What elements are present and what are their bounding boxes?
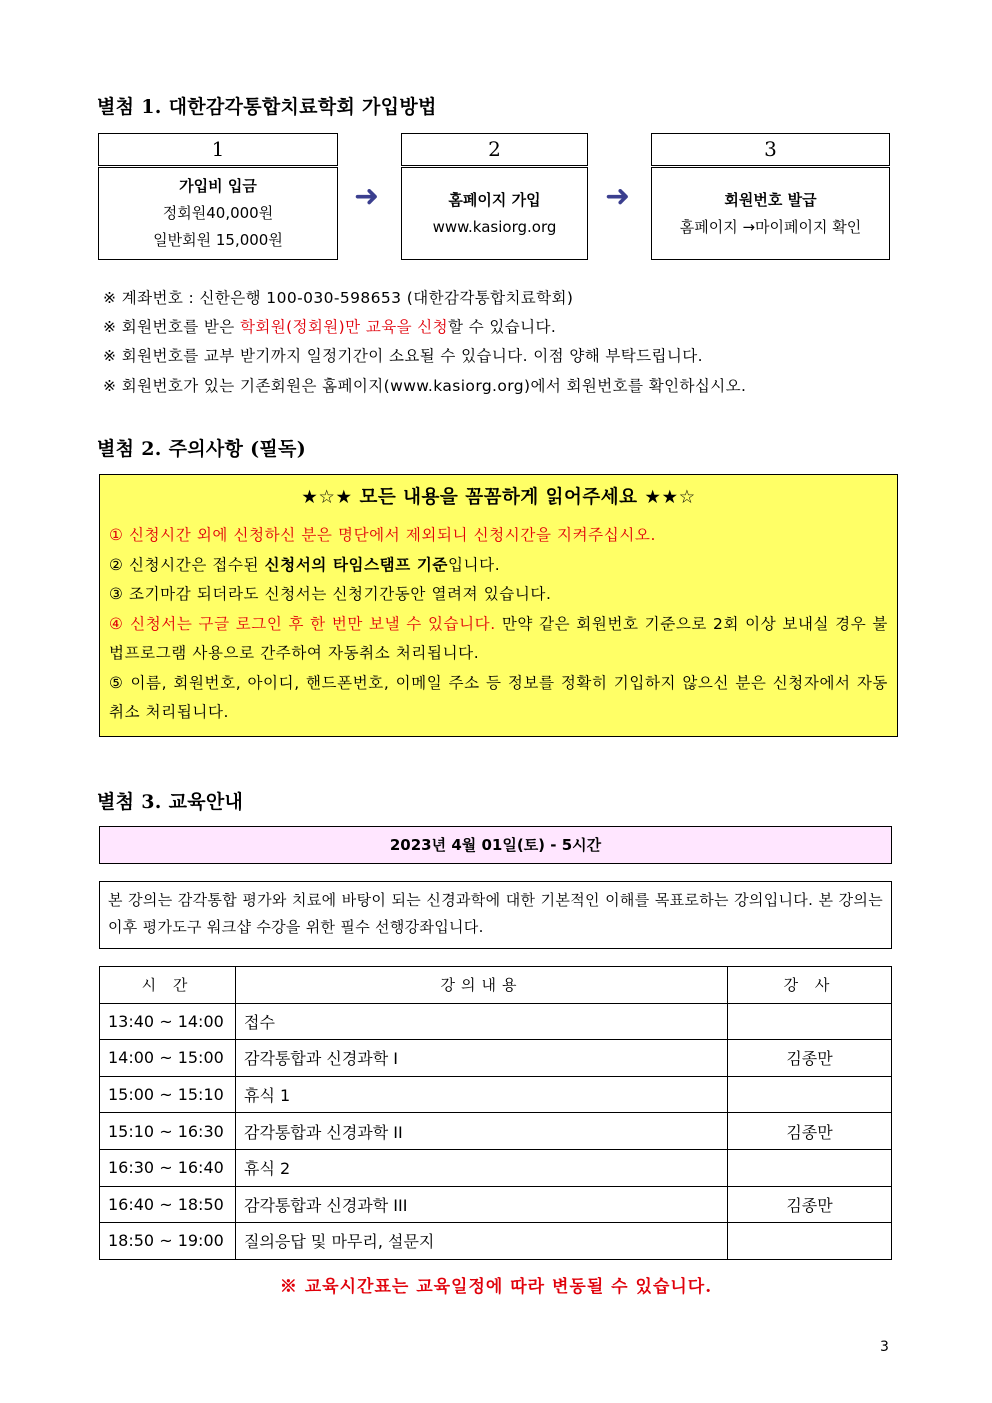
cell-instructor	[728, 1003, 892, 1040]
step1-title: 가입비 입금	[179, 177, 257, 195]
date-banner: 2023년 4월 01일(토) - 5시간	[99, 826, 892, 864]
cell-content: 감각통합과 신경과학 I	[236, 1040, 728, 1077]
arrow-right-icon: ➜	[354, 179, 380, 214]
note-account: ※ 계좌번호 : 신한은행 100-030-598653 (대한감각통합치료학회)	[103, 289, 574, 307]
section3-heading: 별첨 3. 교육안내	[97, 791, 244, 813]
step3-title: 회원번호 발급	[724, 190, 817, 209]
notice-text: ② 신청시간은 접수된	[109, 555, 265, 574]
cell-content: 감각통합과 신경과학 III	[236, 1186, 728, 1223]
notice-items	[109, 521, 888, 728]
table-row	[100, 1003, 892, 1040]
schedule-table	[99, 966, 892, 1260]
notice-text: 만약 같은 회원번호 기준으로 2회 이상 보내실 경우 불법프로그램 사용으로 간주하여 자동취소 처리됩니다.	[109, 614, 888, 662]
table-row	[100, 1113, 892, 1150]
cell-instructor: 김종만	[728, 1040, 892, 1077]
table-row	[100, 1149, 892, 1186]
cell-content: 휴식 2	[236, 1149, 728, 1186]
note-existing-member: ※ 회원번호가 있는 기존회원은 홈페이지(www.kasiorg.org)에서 회원번호를 확인하십시오.	[103, 377, 747, 395]
step2-line1: www.kasiorg.org	[432, 217, 557, 236]
table-row	[100, 1076, 892, 1113]
course-intro: 본 강의는 감각통합 평가와 치료에 바탕이 되는 신경과학에 대한 기본적인 이해를 목표로하는 강의입니다. 본 강의는 이후 평가도구 워크샵 수강을 위한 필수 선행강좌입니다.	[99, 881, 892, 949]
cell-time: 15:00 ~ 15:10	[100, 1076, 236, 1113]
cell-instructor	[728, 1076, 892, 1113]
header-instructor: 강 사	[728, 967, 892, 1004]
step1-line1: 정회원40,000원	[162, 204, 274, 222]
cell-content: 접수	[236, 1003, 728, 1040]
step2-box	[401, 167, 588, 260]
cell-time: 16:30 ~ 16:40	[100, 1149, 236, 1186]
cell-instructor: 김종만	[728, 1186, 892, 1223]
cell-content: 질의응답 및 마무리, 설문지	[236, 1223, 728, 1260]
notice-item-5: ⑤ 이름, 회원번호, 아이디, 핸드폰번호, 이메일 주소 등 정보를 정확히 기입하지 않으신 분은 신청자에서 자동취소 처리됩니다.	[109, 673, 888, 721]
section2-heading: 별첨 2. 주의사항 (필독)	[97, 438, 306, 460]
cell-instructor: 김종만	[728, 1113, 892, 1150]
notice-item-1: ① 신청시간 외에 신청하신 분은 명단에서 제외되니 신청시간을 지켜주십시오.	[109, 526, 657, 544]
table-header-row	[100, 967, 892, 1004]
cell-time: 18:50 ~ 19:00	[100, 1223, 236, 1260]
step3-box	[651, 167, 890, 260]
notice-item-2	[109, 551, 888, 581]
notice-red-text: ④ 신청서는 구글 로그인 후 한 번만 보낼 수 있습니다.	[109, 614, 496, 633]
notice-bold-text: 신청서의 타임스탬프 기준	[264, 555, 448, 574]
step1-line2: 일반회원 15,000원	[153, 231, 283, 249]
cell-instructor	[728, 1223, 892, 1260]
cell-time: 15:10 ~ 16:30	[100, 1113, 236, 1150]
notice-text: 입니다.	[447, 555, 501, 574]
page-number: 3	[880, 1339, 889, 1355]
note-red-text: 학회원(정회원)만 교육을 신청	[239, 318, 449, 336]
step1-box	[98, 167, 338, 260]
step1-number: 1	[98, 133, 338, 166]
step3-number: 3	[651, 133, 890, 166]
section1-heading: 별첨 1. 대한감각통합치료학회 가입방법	[97, 96, 437, 118]
notice-box	[99, 474, 898, 737]
schedule-change-note: ※ 교육시간표는 교육일정에 따라 변동될 수 있습니다.	[279, 1277, 713, 1297]
table-row	[100, 1040, 892, 1077]
note-text: 할 수 있습니다.	[448, 318, 557, 336]
notice-title: ★☆★ 모든 내용을 꼼꼼하게 읽어주세요 ★★☆	[301, 487, 696, 508]
notice-item-4	[109, 610, 888, 669]
table-row	[100, 1223, 892, 1260]
note-text: ※ 회원번호를 받은	[103, 318, 240, 336]
step2-title: 홈페이지 가입	[448, 190, 541, 209]
note-member-only	[103, 317, 556, 337]
cell-content: 휴식 1	[236, 1076, 728, 1113]
cell-instructor	[728, 1149, 892, 1186]
cell-time: 13:40 ~ 14:00	[100, 1003, 236, 1040]
arrow-right-icon: ➜	[605, 179, 631, 214]
table-row	[100, 1186, 892, 1223]
cell-time: 14:00 ~ 15:00	[100, 1040, 236, 1077]
step3-line1: 홈페이지 →마이페이지 확인	[679, 217, 862, 236]
cell-time: 16:40 ~ 18:50	[100, 1186, 236, 1223]
notice-item-3: ③ 조기마감 되더라도 신청서는 신청기간동안 열려져 있습니다.	[109, 585, 552, 603]
header-content: 강의내용	[236, 967, 728, 1004]
header-time: 시 간	[100, 967, 236, 1004]
note-issuing-time: ※ 회원번호를 교부 받기까지 일정기간이 소요될 수 있습니다. 이점 양해 부탁드립니다.	[103, 347, 703, 365]
step2-number: 2	[401, 133, 588, 166]
cell-content: 감각통합과 신경과학 II	[236, 1113, 728, 1150]
